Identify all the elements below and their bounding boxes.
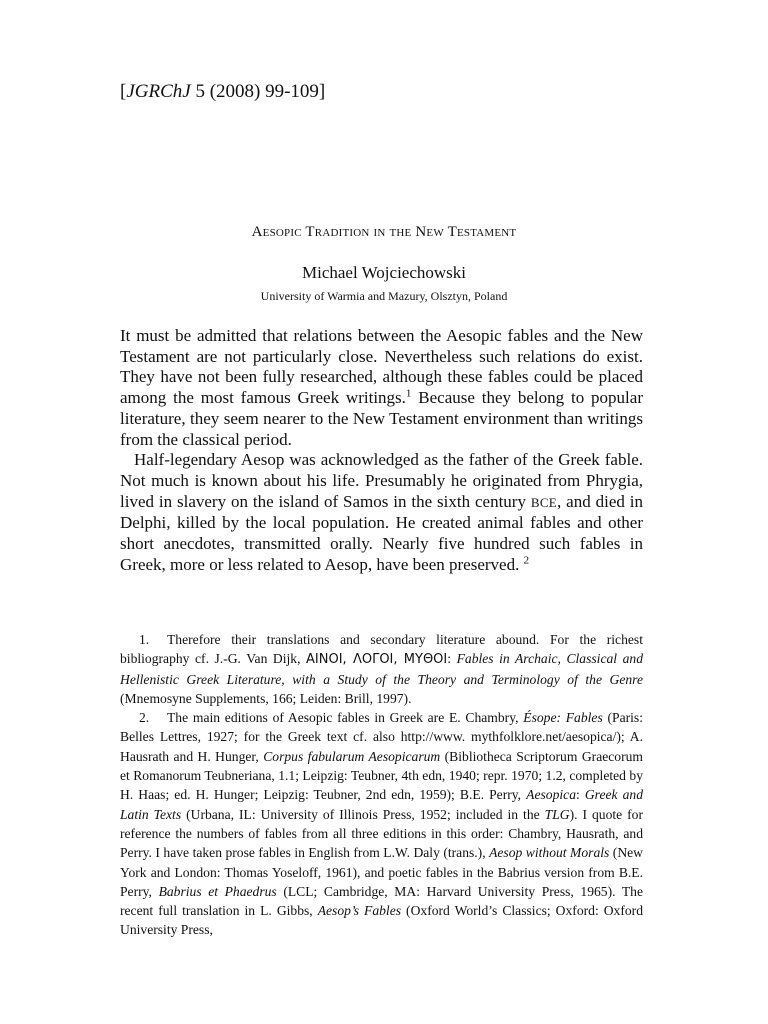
author-affiliation: University of Warmia and Mazury, Olsztyn, Poland [260,289,508,303]
paragraph-1-text: It must be admitted that relations between the Aesopic fables and the New Testament are not particularly close. Nevertheless such relations do exist. They have not been fully researched, although these fables could be placed among the most famous Greek writings. [120,326,643,408]
book-title: Aesopica [526,787,576,803]
author-name: Michael Wojciechowski [301,263,467,282]
bce-abbreviation: BCE [530,494,558,510]
footnote-2-text: (Oxford World’s Classics; Oxford: Oxford University Press, [120,903,643,938]
book-title: Babrius et Phaedrus [158,883,277,899]
paragraph-1-rest: Because they belong to popular literature, they seem nearer to the New Testament environment than writings from the classical period. [120,388,643,449]
footnote-2-text: (Paris: Belles Lettres, 1927; for the Greek text cf. also http://www. mythfolklore.net/aesopica/); A. Hausrath and H. Hunger, [120,710,643,764]
footnote-1-text: Therefore their translations and secondary literature abound. For the richest bibliography cf. J.-G. Van Dijk, [120,632,643,667]
greek-title: ΑΙΝΟΙ, ΛΟΓΟΙ, ΜΥΘΟΙ [306,652,448,668]
book-title: Aesop without Morals [489,845,610,861]
footnote-1-colon: : [447,651,457,667]
book-title: Fables in Archaic, Classical and Hellenistic Greek Literature, with a Study of the Theory and Terminology of the Genre [120,651,644,687]
book-title: TLG [544,806,570,822]
citation-volume-pages: 5 (2008) 99-109] [190,81,326,102]
footnote-1-number: 1. [139,632,150,647]
body-paragraph-2 [120,450,643,575]
footnote-2-text: : [576,787,585,803]
citation-bracket: [ [120,81,127,102]
article-title: Aesopic Tradition in the New Testament [251,224,517,240]
footnotes [120,630,643,940]
footnote-ref-2[interactable]: 2 [523,554,530,567]
footnote-2-text: (Bibliotheca Scriptorum Graecorum et Romanorum Teubneriana, 1.1; Leipzig: Teubner, 4th edn, 1940; repr. 1970; 1.2, completed by H. Haas; ed. H. Hunger; Leipzig: Teubner, 2nd edn, 1959); B.E. Perry, [120,748,643,803]
footnote-1 [120,630,643,708]
book-title: Ésope: Fables [523,710,603,726]
journal-abbreviation: JGRChJ [126,81,191,102]
footnote-2 [120,708,643,940]
footnote-2-number: 2. [139,710,150,726]
journal-citation [120,80,325,104]
article-body [120,326,643,575]
paragraph-2-rest: , and died in Delphi, killed by the local population. He created animal fables and other short anecdotes, transmitted orally. Nearly five hundred such fables in Greek, more or less related to Aesop, have been preserved. [120,491,643,574]
footnote-2-text: (New York and London: Thomas Yoseloff, 1961), and poetic fables in the Babrius version from B.E. Perry, [120,845,643,899]
book-title: Corpus fabularum Aesopicarum [263,748,441,764]
footnote-2-text: (LCL; Cambridge, MA: Harvard University Press, 1965). The recent full translation in L. Gibbs, [120,883,644,919]
footnote-ref-1[interactable]: 1 [405,387,412,400]
footnote-2-text: (Urbana, IL: University of Illinois Press, 1952; included in the [181,806,545,822]
footnote-1-publication: (Mnemosyne Supplements, 166; Leiden: Brill, 1997). [120,690,412,706]
book-title: Greek and Latin Texts [120,787,643,822]
paragraph-2-text: Half-legendary Aesop was acknowledged as the father of the Greek fable. Not much is known about his life. Presumably he originated from Phrygia, lived in slavery on the island of Samos in the sixth century [120,450,643,511]
body-paragraph-1 [120,326,643,450]
book-title: Aesop’s Fables [317,903,402,919]
footnote-2-text: The main editions of Aesopic fables in Greek are E. Chambry, [167,710,524,726]
footnote-2-text: ). I quote for reference the numbers of fables from all three editions in this order: Chambry, Hausrath, and Perry. I have taken prose fables in English from L.W. Daly (trans.), [120,806,643,861]
